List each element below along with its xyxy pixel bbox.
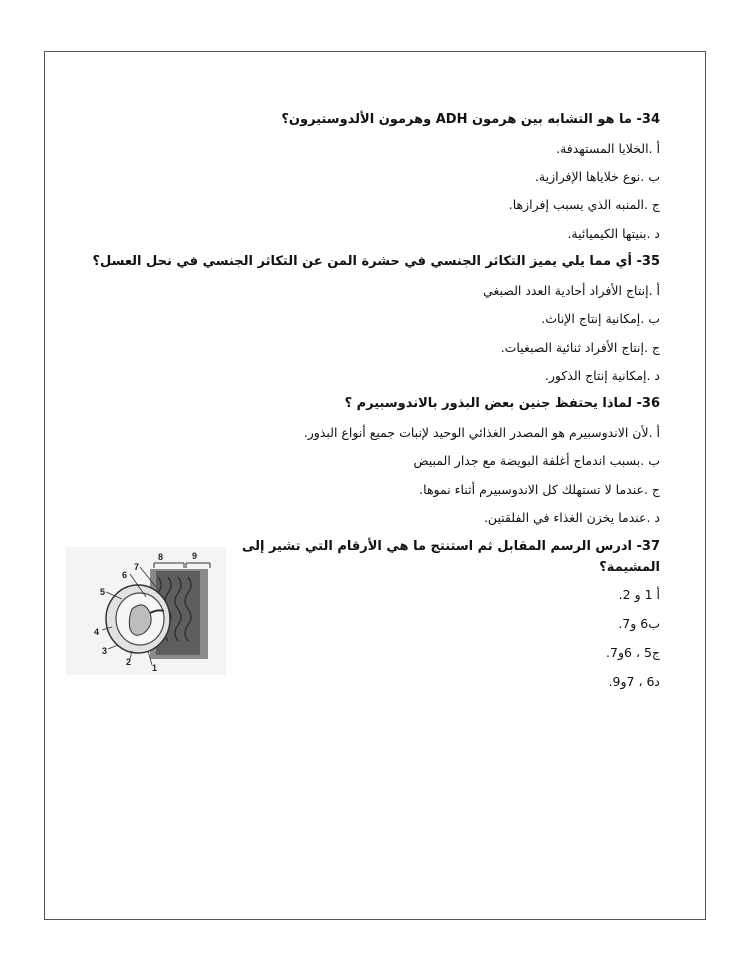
q35-option-a: أ .إنتاج الأفراد أحادية العدد الصبغي xyxy=(483,283,660,298)
q35-option-b: ب .إمكانية إنتاج الإناث. xyxy=(541,311,660,326)
figure-label-5: 5 xyxy=(100,587,106,597)
q37-option-a: أ 1 و 2. xyxy=(618,587,660,602)
q34-option-c: ج .المنبه الذي يسبب إفرازها. xyxy=(508,197,660,212)
q37-option-b: ب6 و7. xyxy=(618,616,660,631)
figure-label-8: 8 xyxy=(158,552,164,562)
question-37-line2: المشيمة؟ xyxy=(599,560,660,575)
figure-label-4: 4 xyxy=(94,627,100,637)
figure-label-7: 7 xyxy=(134,562,140,572)
q34-option-d: د .بنيتها الكيميائية. xyxy=(567,226,660,241)
q35-option-d: د .إمكانية إنتاج الذكور. xyxy=(544,368,660,383)
figure-label-9: 9 xyxy=(192,551,198,561)
q37-option-d: د6 ، 7و9. xyxy=(608,674,660,689)
question-34: 34- ما هو التشابه بين هرمون ADH وهرمون الألدوستيرون؟ xyxy=(281,112,660,127)
figure-label-3: 3 xyxy=(102,646,108,656)
question-37-line1: 37- ادرس الرسم المقابل ثم استنتج ما هي الأرقام التي تشير إلى xyxy=(241,539,660,554)
figure-label-1: 1 xyxy=(152,663,158,673)
q37-option-c: ج5 ، 6و7. xyxy=(606,645,660,660)
q36-option-c: ج .عندما لا تستهلك كل الاندوسبيرم أثناء نموها. xyxy=(419,482,660,497)
q34-option-a: أ .الخلايا المستهدفة. xyxy=(556,141,660,156)
question-36: 36- لماذا يحتفظ جنين بعض البذور بالاندوسبيرم ؟ xyxy=(344,396,660,411)
placenta-diagram xyxy=(66,547,226,675)
figure-label-6: 6 xyxy=(122,570,128,580)
q36-option-d: د .عندما يخزن الغذاء في الفلقتين. xyxy=(483,510,660,525)
question-35: 35- أي مما يلي يميز التكاثر الجنسي في حشرة المن عن التكاثر الجنسي في نحل العسل؟ xyxy=(92,254,660,269)
figure-label-2: 2 xyxy=(126,657,132,667)
q35-option-c: ج .إنتاج الأفراد ثنائية الصبغيات. xyxy=(500,340,660,355)
q36-option-a: أ .لأن الاندوسبيرم هو المصدر الغذائي الوحيد لإنبات جميع أنواع البذور. xyxy=(303,425,660,440)
q34-option-b: ب .نوع خلاياها الإفرازية. xyxy=(534,169,660,184)
q36-option-b: ب .بسبب اندماج أغلفة البويضة مع جدار المبيض xyxy=(413,453,660,468)
placenta-diagram-svg xyxy=(66,547,226,675)
